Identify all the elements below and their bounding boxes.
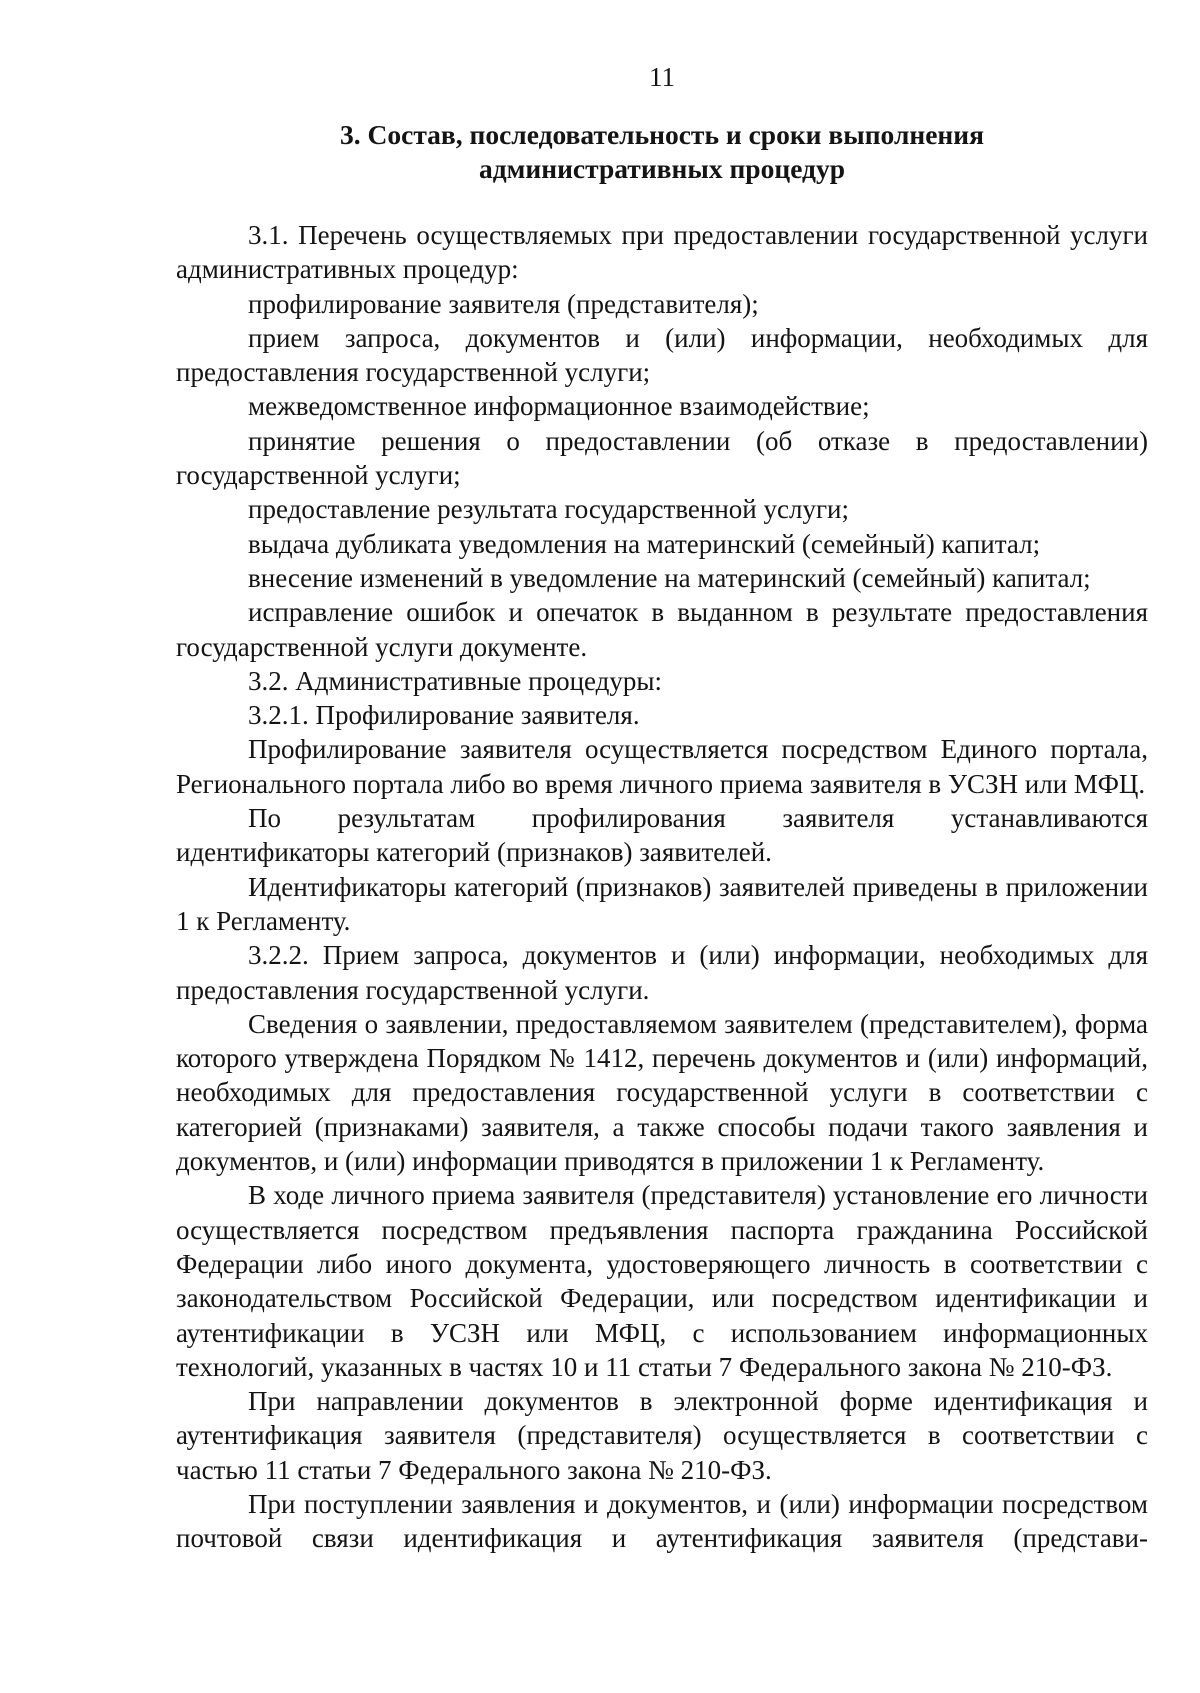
- document-page: [176, 60, 1148, 1556]
- paragraph-personal-reception: В ходе личного приема заявителя (представителя) установление его личности осуществляется посредством предъявления паспорта гражданина Российской Федерации либо иного документа, удостоверяющего личность в соответствии с законодательством Российской Федерации, или посредством идентификации и аутентификации в УСЗН или МФЦ, с использованием информационных технологий, указанных в частях 10 и 11 статьи 7 Федерального закона № 210-ФЗ.: [176, 1180, 1148, 1382]
- paragraph-profiling-results: По результатам профилирования заявителя устанавливаются идентификаторы категорий (признаков) заявителей.: [176, 803, 1148, 868]
- list-item-request-intake: прием запроса, документов и (или) информации, необходимых для предоставления государственной услуги;: [176, 322, 1148, 388]
- list-item-profiling: профилирование заявителя (представителя);: [248, 288, 759, 319]
- paragraph-identifiers: Идентификаторы категорий (признаков) заявителей приведены в приложении 1 к Регламенту.: [176, 871, 1148, 936]
- list-item-changes: внесение изменений в уведомление на материнский (семейный) капитал;: [248, 562, 1091, 593]
- paragraph-3-2-2: 3.2.2. Прием запроса, документов и (или) информации, необходимых для предоставления государственной услуги.: [176, 940, 1148, 1005]
- section-title-line-2: административных процедур: [479, 153, 845, 184]
- document-body: [176, 218, 1148, 1556]
- page-number: 11: [649, 62, 675, 92]
- paragraph-postal: При поступлении заявления и документов, и (или) информации посредством почтовой связи идентификация и аутентификация заявителя (представи-: [176, 1488, 1148, 1554]
- paragraph-3-2: 3.2. Административные процедуры:: [248, 665, 663, 696]
- list-item-decision: принятие решения о предоставлении (об отказе в предоставлении) государственной услуги;: [176, 425, 1148, 491]
- list-item-corrections: исправление ошибок и опечаток в выданном в результате предоставления государственной услуги документе.: [176, 597, 1148, 662]
- section-title-line-1: 3. Состав, последовательность и сроки выполнения: [340, 119, 984, 150]
- list-item-result: предоставление результата государственной услуги;: [248, 494, 849, 525]
- list-item-duplicate: выдача дубликата уведомления на материнский (семейный) капитал;: [248, 528, 1041, 559]
- paragraph-electronic-form: При направлении документов в электронной форме идентификация и аутентификация заявителя (представителя) осуществляется в соответствии с частью 11 статьи 7 Федерального закона № 210-ФЗ.: [176, 1386, 1148, 1485]
- paragraph-application-info: Сведения о заявлении, предоставляемом заявителем (представителем), форма которого утверждена Порядком № 1412, перечень документов и (или) информаций, необходимых для предоставления государственной услуги в соответствии с категорией (признаками) заявителя, а также способы подачи такого заявления и документов, и (или) информации приводятся в приложении 1 к Регламенту.: [176, 1008, 1148, 1177]
- paragraph-3-1: 3.1. Перечень осуществляемых при предоставлении государственной услуги административных процедур:: [176, 220, 1148, 285]
- section-title: [176, 118, 1148, 186]
- paragraph-3-2-1: 3.2.1. Профилирование заявителя.: [248, 700, 640, 731]
- paragraph-profiling-channels: Профилирование заявителя осуществляется посредством Единого портала, Регионального портала либо во время личного приема заявителя в УСЗН или МФЦ.: [176, 734, 1148, 799]
- list-item-interagency: межведомственное информационное взаимодействие;: [248, 391, 870, 422]
